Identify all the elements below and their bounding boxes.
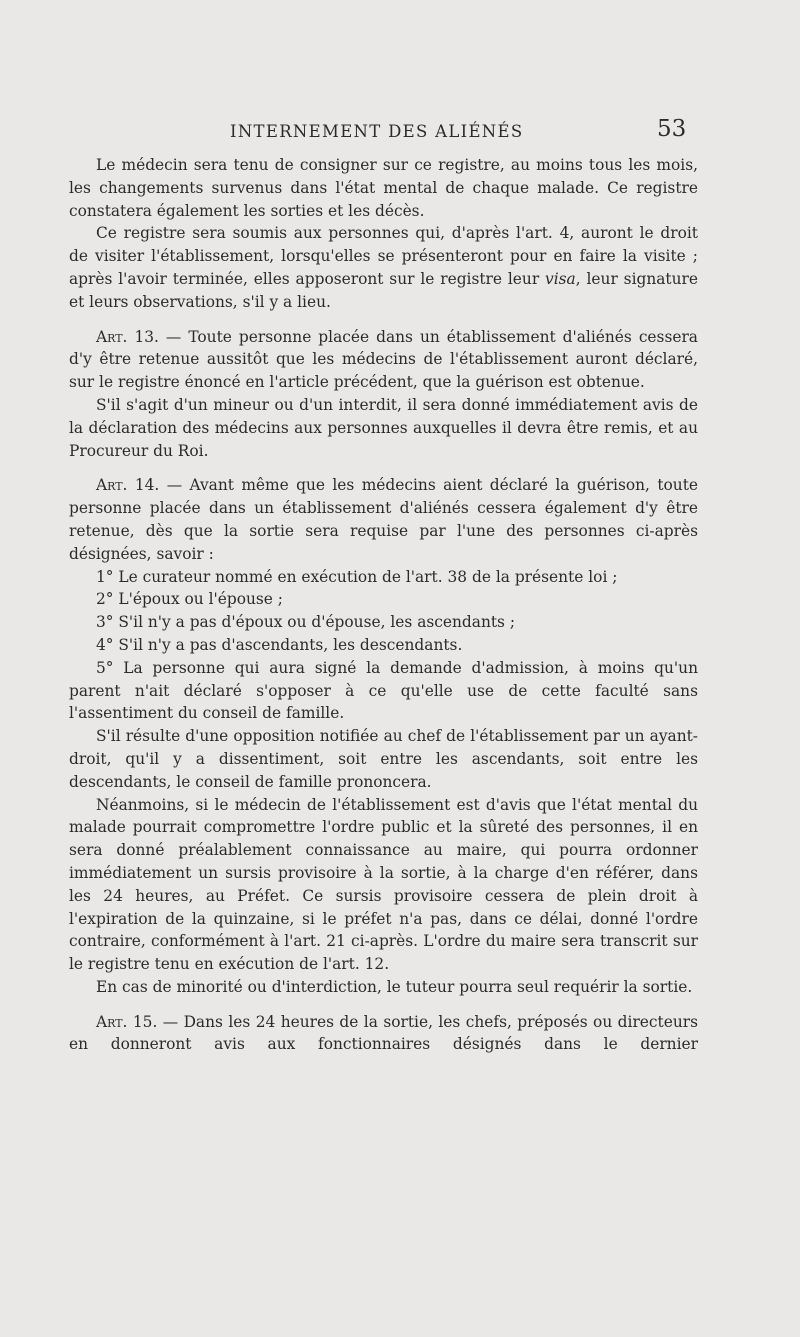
paragraph-article-14: Art. 14. — Avant même que les médecins aient déclaré la guérison, toute personne placée dans un établissement d'aliénés cessera également d'y être retenue, dès que la sortie sera requise par l'une des personnes ci-après désignées, savoir : [69,476,698,563]
list-item: 2° L'époux ou l'épouse ; [96,590,283,609]
paragraph-nevertheless: Néanmoins, si le médecin de l'établissement est d'avis que l'état mental du malade pourrait compromettre l'ordre public et la sûreté des personnes, il en sera donné préalablement connaissance au maire, qui pourra ordonner immédiatement un sursis provisoire à la sortie, à la charge d'en référer, dans les 24 heures, au Préfet. Ce sursis provisoire cessera de plein droit à l'expiration de la quinzaine, si le préfet n'a pas, dans ce délai, donné l'ordre contraire, conformément à l'art. 21 ci-après. L'ordre du maire sera transcrit sur le registre tenu en exécution de l'art. 12. [69,795,698,974]
article-heading: Art. 13. [96,327,159,346]
paragraph-article-15: Art. 15. — Dans les 24 heures de la sortie, les chefs, préposés ou directeurs en donneront avis aux fonctionnaires désignés dans le dernier [69,1012,698,1054]
paragraph-opposition: S'il résulte d'une opposition notifiée au chef de l'établissement par un ayant-droit, qu'il y a dissentiment, soit entre les ascendants, soit entre les descendants, le conseil de famille prononcera. [69,727,698,791]
article-heading: Art. 14. [96,476,160,495]
paragraph-register-inspection: Ce registre sera soumis aux personnes qui, d'après l'art. 4, auront le droit de visiter l'établissement, lorsqu'elles se présenteront pour en faire la visite ; après l'avoir terminée, elles apposeront sur le registre leur visa, leur signature et leurs observations, s'il y a lieu. [69,224,698,311]
list-item: 4° S'il n'y a pas d'ascendants, les descendants. [96,635,463,654]
paragraph-minor-interdict: S'il s'agit d'un mineur ou d'un interdit, il sera donné immédiatement avis de la déclaration des médecins aux personnes auxquelles il devra être remis, et au Procureur du Roi. [69,395,698,460]
running-head [0,116,800,156]
page-number: 53 [657,116,687,142]
article-heading: Art. 15. [96,1012,158,1031]
list-item: 1° Le curateur nommé en exécution de l'art. 38 de la présente loi ; [96,567,618,586]
paragraph-article-13: Art. 13. — Toute personne placée dans un établissement d'aliénés cessera d'y être retenue aussitôt que les médecins de l'établissement auront déclaré, sur le registre énoncé en l'article précédent, que la guérison est obtenue. [69,327,698,392]
list-item: 3° S'il n'y a pas d'époux ou d'épouse, les ascendants ; [96,613,516,632]
body-text [69,154,698,1056]
paragraph-minority: En cas de minorité ou d'interdiction, le tuteur pourra seul requérir la sortie. [96,977,693,996]
list-item: 5° La personne qui aura signé la demande d'admission, à moins qu'un parent n'ait déclaré s'opposer à ce qu'elle use de cette faculté sans l'assentiment du conseil de famille. [69,658,698,723]
running-title: INTERNEMENT DES ALIÉNÉS [230,122,524,141]
paragraph-register-changes: Le médecin sera tenu de consigner sur ce registre, au moins tous les mois, les changements survenus dans l'état mental de chaque malade. Ce registre constatera également les sorties et les décès. [69,156,698,220]
